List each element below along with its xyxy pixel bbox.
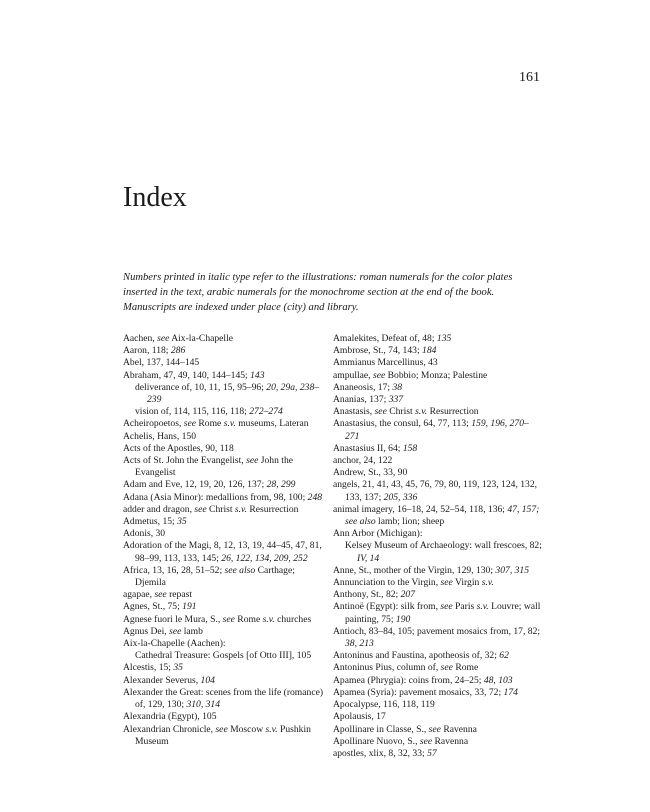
index-entry: anchor, 24, 122 — [333, 455, 393, 467]
index-entry: ampullae, see Bobbio; Monza; Palestine — [333, 369, 488, 381]
index-entry: Apamea (Phrygia): coins from, 24–25; 48, 103 — [333, 674, 513, 686]
index-entry: Anastasius, the consul, 64, 77, 113; 159, 196, 270–271 — [333, 418, 529, 442]
index-entry: Apollinare Nuovo, S., see Ravenna — [333, 735, 469, 747]
page-title: Index — [123, 182, 187, 213]
index-entry: Alcestis, 15; 35 — [123, 662, 183, 674]
index-entry: Andrew, St., 33, 90 — [333, 467, 408, 479]
index-entry: Agnese fuori le Mura, S., see Rome s.v. churches — [123, 613, 312, 625]
index-entry: Adam and Eve, 12, 19, 20, 126, 137; 28, 299 — [123, 479, 296, 491]
index-entry: Apamea (Syria): pavement mosaics, 33, 72; 174 — [333, 686, 518, 698]
index-entry: Ananeosis, 17; 38 — [333, 381, 403, 393]
index-entry: Alexandrian Chronicle, see Moscow s.v. Pushkin Museum — [123, 723, 311, 747]
index-entry: agapae, see repast — [123, 589, 192, 601]
index-entry: Aix-la-Chapelle (Aachen): — [123, 638, 226, 650]
index-entry: angels, 21, 41, 43, 45, 76, 79, 80, 119, 123, 124, 132, 133, 137; 205, 336 — [333, 479, 538, 503]
index-entry: Acts of the Apostles, 90, 118 — [123, 442, 234, 454]
index-entry: Ammianus Marcellinus, 43 — [333, 357, 438, 369]
index-entry: Alexander the Great: scenes from the life (romance) of, 129, 130; 310, 314 — [123, 686, 324, 711]
index-entry: Anthony, St., 82; 207 — [333, 589, 415, 601]
index-entry: Apollinare in Classe, S., see Ravenna — [333, 723, 477, 735]
index-entry: Adoration of the Magi, 8, 12, 13, 19, 44–45, 47, 81, 98–99, 113, 133, 145; 26, 122, 134, 209, 252 — [123, 540, 322, 564]
index-entry: apostles, xlix, 8, 32, 33; 57 — [333, 747, 437, 759]
index-subentry: Cathedral Treasure: Gospels [of Otto III], 105 — [135, 650, 312, 662]
index-entry: Acts of St. John the Evangelist, see John the Evangelist — [123, 455, 294, 479]
index-subentry: deliverance of, 10, 11, 15, 95–96; 20, 29a, 238–239 — [135, 381, 320, 406]
index-intro-note: Numbers printed in italic type refer to the illustrations: roman numerals for the color plates inserted in the text, arabic numerals for the monochrome section at the end of the book. Manuscripts are indexed under place (city) and library. — [123, 272, 513, 313]
index-entry: Amalekites, Defeat of, 48; 135 — [333, 333, 452, 344]
index-entry: Agnus Dei, see lamb — [123, 625, 203, 637]
index-entry: Admetus, 15; 35 — [123, 516, 187, 528]
index-entry: Alexander Severus, 104 — [123, 674, 215, 686]
index-entry: Aachen, see Aix-la-Chapelle — [123, 333, 234, 344]
index-entry: Abel, 137, 144–145 — [123, 357, 200, 369]
index-entry: Aaron, 118; 286 — [123, 345, 186, 357]
index-entry: Alexandria (Egypt), 105 — [123, 711, 217, 723]
index-entry: Agnes, St., 75; 191 — [123, 601, 197, 613]
index-column-right — [333, 333, 543, 760]
index-entry: Anne, St., mother of the Virgin, 129, 130; 307, 315 — [333, 564, 529, 576]
index-entry: Africa, 13, 16, 28, 51–52; see also Carthage; Djemila — [123, 564, 295, 589]
index-entry: Apocalypse, 116, 118, 119 — [333, 699, 435, 711]
index-entry: Annunciation to the Virgin, see Virgin s.v. — [333, 577, 494, 589]
index-subentry: Kelsey Museum of Archaeology: wall frescoes, 82; IV, 14 — [345, 540, 542, 564]
index-entry: Ananias, 137; 337 — [333, 394, 404, 406]
index-entry: Antinoë (Egypt): silk from, see Paris s.v. Louvre; wall painting, 75; 190 — [333, 601, 541, 625]
index-entry: Ambrose, St., 74, 143; 184 — [333, 345, 437, 357]
index-entry: Antoninus Pius, column of, see Rome — [333, 662, 479, 674]
index-entry: Antoninus and Faustina, apotheosis of, 32; 62 — [333, 650, 509, 662]
index-entry: Antioch, 83–84, 105; pavement mosaics from, 17, 82; 38, 213 — [333, 625, 541, 650]
index-entry: Adana (Asia Minor): medallions from, 98, 100; 248 — [123, 491, 323, 503]
index-entry: animal imagery, 16–18, 24, 52–54, 118, 136; 47, 157; see also lamb; lion; sheep — [333, 503, 540, 528]
index-entry: Abraham, 47, 49, 140, 144–145; 143 — [123, 369, 265, 381]
index-entry: Anastasis, see Christ s.v. Resurrection — [333, 406, 479, 418]
index-entry: Apolausis, 17 — [333, 711, 386, 723]
index-entry: Achelis, Hans, 150 — [123, 430, 197, 442]
index-entry: Ann Arbor (Michigan): — [333, 528, 423, 540]
index-column-left — [123, 333, 326, 748]
index-entry: Adonis, 30 — [123, 528, 166, 540]
page-number: 161 — [519, 70, 540, 85]
index-entry: adder and dragon, see Christ s.v. Resurrection — [123, 503, 299, 515]
index-entry: Anastasius II, 64; 158 — [333, 442, 418, 454]
index-subentry: vision of, 114, 115, 116, 118; 272–274 — [135, 406, 283, 418]
index-entry: Acheiropoetos, see Rome s.v. museums, Lateran — [123, 418, 309, 430]
